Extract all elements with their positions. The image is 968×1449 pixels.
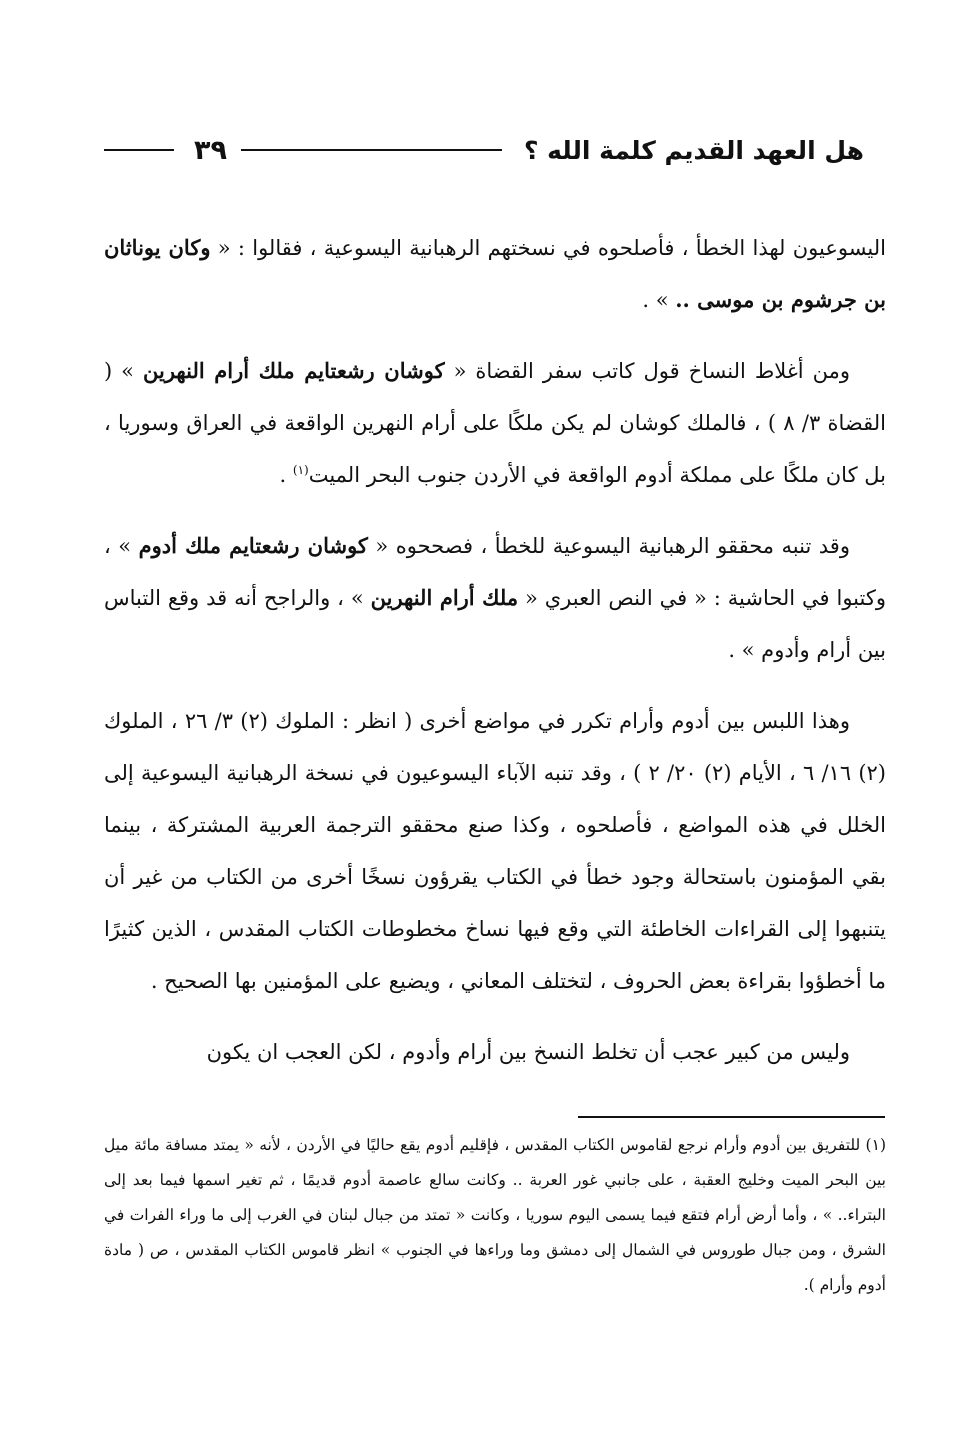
header-rule-end bbox=[104, 149, 174, 151]
text-run: » ، وكتبوا في الحاشية : « في النص العبري « bbox=[104, 534, 886, 610]
text-run: اليسوعيون لهذا الخطأ ، فأصلحوه في نسختهم الرهبانية اليسوعية ، فقالوا : « bbox=[210, 236, 887, 260]
text-run: . bbox=[279, 463, 293, 487]
paragraph-1 bbox=[104, 222, 886, 326]
footnote bbox=[104, 1128, 886, 1303]
bold-quote: وكان يوناثان بن جرشوم بن موسى .. bbox=[104, 235, 886, 312]
body-text bbox=[104, 222, 886, 1097]
running-header bbox=[104, 128, 864, 172]
footnote-separator bbox=[578, 1116, 885, 1118]
paragraph-5: وليس من كبير عجب أن تخلط النسخ بين أرام وأدوم ، لكن العجب ان يكون bbox=[206, 1040, 850, 1064]
text-run: ومن أغلاط النساخ قول كاتب سفر القضاة « bbox=[444, 359, 850, 383]
text-run: » ( القضاة ٣/ ٨ ) ، فالملك كوشان لم يكن ملكًا على أرام النهرين الواقعة في العراق وسوريا ، بل كان ملكًا على مملكة أدوم الواقعة في الأردن جنوب البحر الميت bbox=[104, 359, 886, 487]
bold-quote: كوشان رشعتايم ملك أدوم bbox=[138, 533, 368, 558]
text-run: وقد تنبه محققو الرهبانية اليسوعية للخطأ ، فصححوه « bbox=[367, 534, 850, 558]
paragraph-4: وهذا اللبس بين أدوم وأرام تكرر في مواضع أخرى ( انظر : الملوك (٢) ٣/ ٢٦ ، الملوك (٢) ١٦/ ٦ ، الأيام (٢) ٢٠/ ٢ ) ، وقد تنبه الآباء اليسوعيون في نسخة الرهبانية اليسوعية إلى الخلل في هذه المواضع ، فأصلحوه ، وكذا صنع محققو الترجمة العربية المشتركة ، بينما بقي المؤمنون باستحالة وجود خطأ في الكتاب يقرؤون نسخًا أخرى من الكتاب من غير أن يتنبهوا إلى القراءات الخاطئة التي وقع فيها نساخ مخطوطات الكتاب المقدس ، الذين كثيرًا ما أخطؤوا بقراءة بعض الحروف ، لتختلف المعاني ، ويضيع على المؤمنين بها الصحيح . bbox=[104, 709, 887, 993]
running-title: هل العهد القديم كلمة الله ؟ bbox=[523, 135, 864, 165]
header-rule bbox=[241, 149, 502, 151]
paragraph-3 bbox=[104, 520, 886, 676]
paragraph-2 bbox=[104, 345, 886, 501]
bold-quote: ملك أرام النهرين bbox=[370, 585, 519, 610]
footnote-1: (١) للتفريق بين أدوم وأرام نرجع لقاموس الكتاب المقدس ، فإقليم أدوم يقع حاليًا في الأردن ، لأنه « يمتد مسافة مائة ميل بين البحر الميت وخليج العقبة ، على جانبي غور العربة .. وكانت سالع عاصمة أدوم قديمًا ، ثم تغير اسمها فيما بعد إلى البتراء.. » ، وأما أرض أرام فتقع فيما يسمى اليوم سوريا ، وكانت « تمتد من جبال لبنان في الغرب إلى ما وراء الفرات في الشرق ، ومن جبال طوروس في الشمال إلى دمشق وما وراءها في الجنوب » انظر قاموس الكتاب المقدس ، ص ( مادة أدوم وأرام ). bbox=[104, 1136, 886, 1294]
page-number: ٣٩ bbox=[194, 134, 227, 166]
text-run: » ، والراجح أنه قد وقع التباس بين أرام وأدوم » . bbox=[104, 586, 886, 662]
bold-quote: كوشان رشعتايم ملك أرام النهرين bbox=[143, 358, 445, 383]
text-run: » . bbox=[642, 288, 676, 312]
footnote-ref: (١) bbox=[292, 463, 309, 477]
